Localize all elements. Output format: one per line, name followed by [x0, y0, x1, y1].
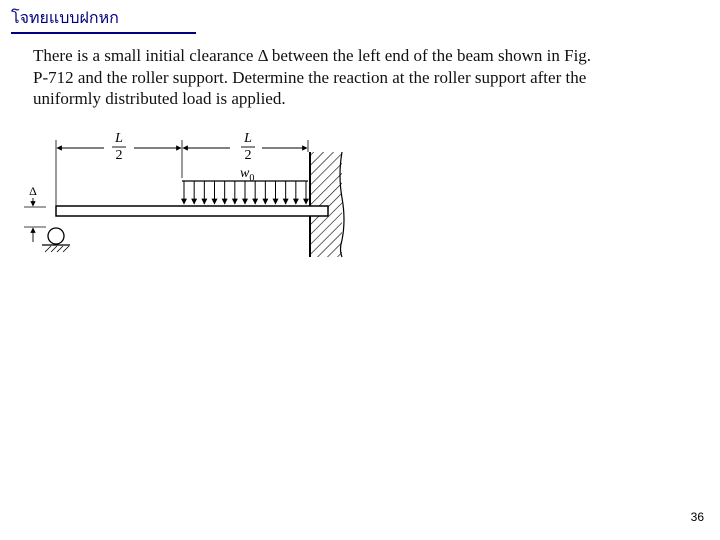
dim-right-denominator: 2	[244, 148, 252, 163]
roller-support	[42, 228, 70, 252]
problem-line-3: uniformly distributed load is applied.	[33, 89, 286, 108]
problem-line-2: P-712 and the roller support. Determine the reaction at the roller support after the	[33, 67, 587, 87]
dim-left-numerator: L	[115, 131, 123, 146]
gap-label: Δ	[29, 184, 37, 198]
problem-line-1: There is a small initial clearance Δ between the left end of the beam shown in Fig.	[33, 46, 592, 65]
load-arrows	[184, 181, 306, 204]
dim-right-numerator: L	[244, 131, 252, 146]
load-label: $w_0$	[240, 166, 255, 184]
gap-dimension	[24, 198, 46, 242]
slide-title: โจทยแบบฝกหก	[11, 6, 196, 34]
dim-left-denominator: 2	[115, 148, 123, 163]
fixed-wall	[310, 152, 344, 257]
beam	[56, 206, 328, 216]
dimension-lines	[56, 140, 308, 205]
page-number: 36	[690, 510, 704, 524]
